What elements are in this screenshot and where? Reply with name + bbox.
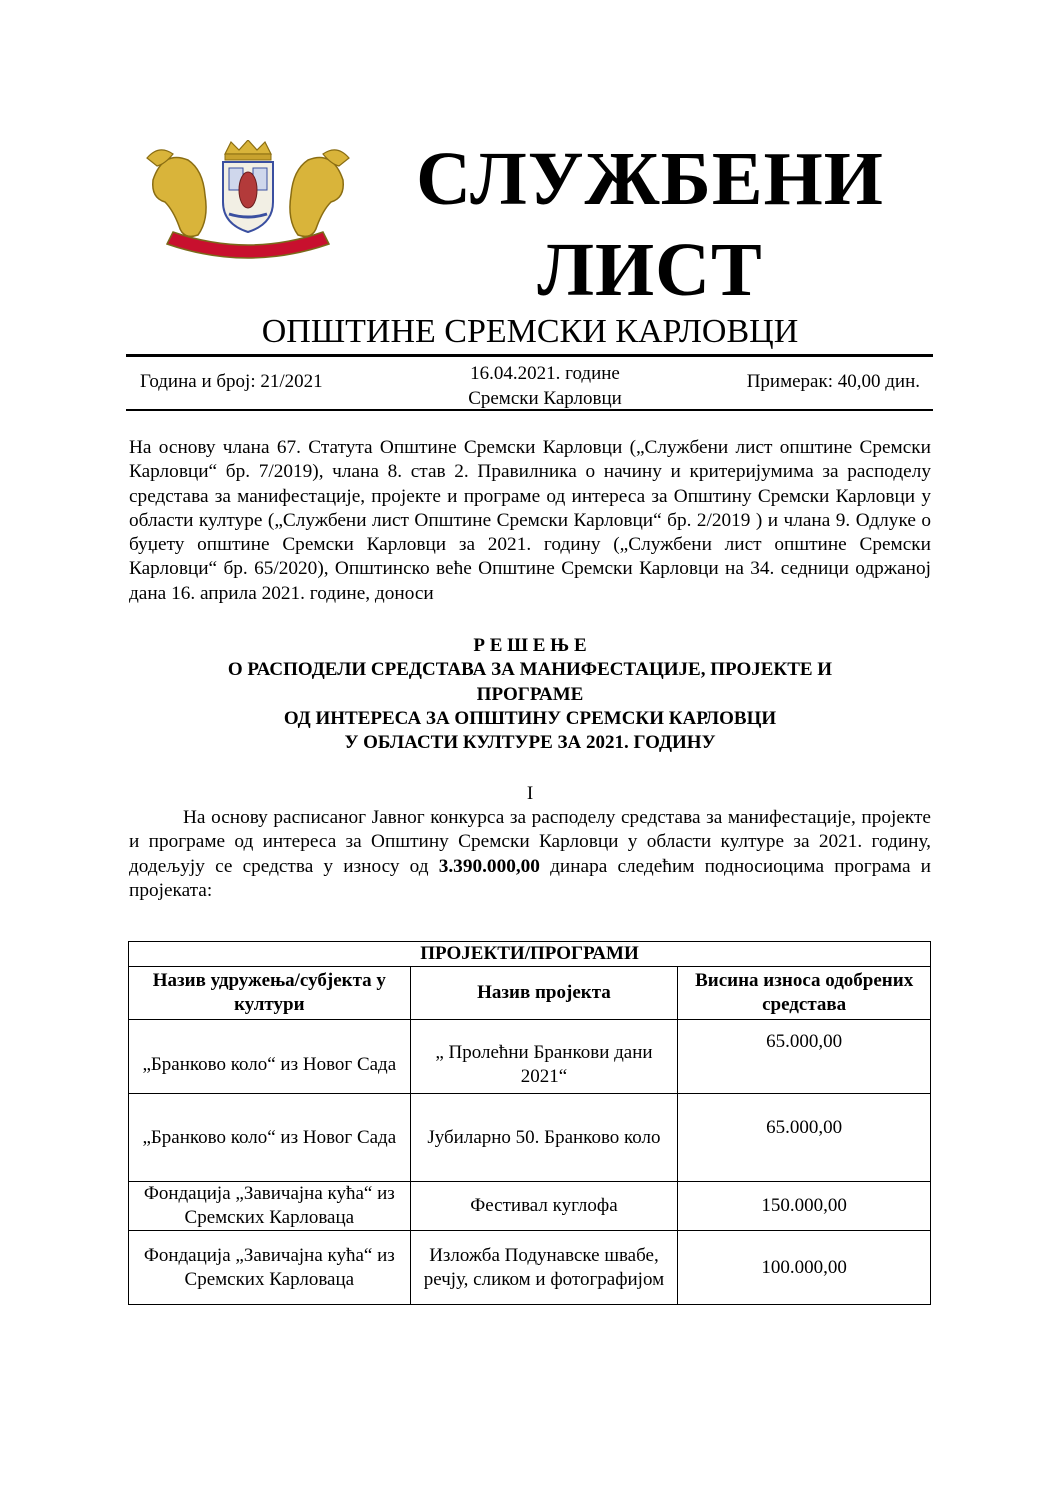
issue-price: Примерак: 40,00 дин. bbox=[746, 371, 920, 392]
issue-date-place bbox=[430, 361, 660, 411]
table-cell: 150.000,00 bbox=[678, 1182, 931, 1231]
grants-table bbox=[128, 941, 931, 1305]
masthead-title-line1: СЛУЖБЕНИ bbox=[416, 137, 884, 221]
column-header: Назив удружења/субјекта у култури bbox=[129, 967, 411, 1020]
table-cell: Фондација „Завичајна кућа“ из Сремских Карловаца bbox=[129, 1182, 411, 1231]
table-cell: 65.000,00 bbox=[678, 1020, 931, 1094]
masthead-top-rule bbox=[126, 354, 933, 357]
table-cell: „ Пролећни Бранкови дани 2021“ bbox=[410, 1020, 678, 1094]
table-caption: ПРОЈЕКТИ/ПРОГРАМИ bbox=[129, 942, 931, 967]
section-text-after: динара следећим подносиоцима програма и пројеката: bbox=[129, 855, 931, 901]
table-cell: Фестивал куглофа bbox=[410, 1182, 678, 1231]
decision-subtitle-line3: ОД ИНТЕРЕСА ЗА ОПШТИНУ СРЕМСКИ КАРЛОВЦИ bbox=[283, 707, 777, 729]
table-cell: „Бранково коло“ из Новог Сада bbox=[129, 1094, 411, 1182]
decision-heading bbox=[129, 634, 931, 755]
preamble-paragraph: На основу члана 67. Статута Општине Сремски Карловци („Службени лист општине Сремски Карловци“ бр. 7/2019), члана 8. став 2. Правилника о начину и критеријумима за расподелу средстава за манифестације, пројекте и програме од интереса за Општину Сремски Карловци у области културе („Службени лист Општине Сремски Карловци“ бр. 2/2019 ) и члана 9. Одлуке о буџету општине Сремски Карловци за 2021. годину („Службени лист општине Сремски Карловци“ бр. 65/2020), Општинско веће Општине Сремски Карловци на 34. седници одржаној дана 16. априла 2021. године, доноси bbox=[129, 437, 931, 604]
column-header: Назив пројекта bbox=[410, 967, 678, 1020]
table-cell: Изложба Подунавске швабе, речју, сликом и фотографијом bbox=[410, 1231, 678, 1305]
table-row bbox=[129, 1231, 931, 1305]
table-cell: 65.000,00 bbox=[678, 1094, 931, 1182]
section-number: I bbox=[526, 783, 534, 804]
decision-subtitle-line4: У ОБЛАСТИ КУЛТУРЕ ЗА 2021. ГОДИНУ bbox=[344, 732, 716, 754]
masthead-subtitle: ОПШТИНЕ СРЕМСКИ КАРЛОВЦИ bbox=[261, 313, 799, 350]
section-paragraph bbox=[129, 806, 931, 903]
total-amount: 3.390.000,00 bbox=[438, 855, 540, 877]
issue-place: Сремски Карловци bbox=[468, 388, 622, 409]
decision-subtitle-line2: ПРОГРАМЕ bbox=[476, 683, 584, 705]
table-cell: Фондација „Завичајна кућа“ из Сремских Карловаца bbox=[129, 1231, 411, 1305]
decision-subtitle-line1: О РАСПОДЕЛИ СРЕДСТАВА ЗА МАНИФЕСТАЦИЈЕ, ПРОЈЕКТЕ И bbox=[227, 659, 833, 681]
issue-number: Година и број: 21/2021 bbox=[140, 371, 323, 392]
table-row bbox=[129, 1182, 931, 1231]
masthead-bottom-rule bbox=[126, 409, 933, 411]
table-row bbox=[129, 1020, 931, 1094]
issue-date: 16.04.2021. године bbox=[470, 363, 620, 384]
coat-of-arms-icon bbox=[143, 140, 353, 266]
section-text-before: На основу расписаног Јавног конкурса за расподелу средстава за манифестације, пројекте и програме од интереса за Општину Сремски Карловци у области културе за 2021. годину, додељују се средства у износу од bbox=[129, 807, 931, 877]
table-cell: Јубиларно 50. Бранково коло bbox=[410, 1094, 678, 1182]
column-header: Висина износа одобрених средстава bbox=[678, 967, 931, 1020]
masthead-title-line2: ЛИСТ bbox=[537, 228, 763, 312]
decision-title: Р Е Ш Е Њ Е bbox=[473, 635, 587, 656]
table-cell: 100.000,00 bbox=[678, 1231, 931, 1305]
table-cell: „Бранково коло“ из Новог Сада bbox=[129, 1020, 411, 1094]
table-row bbox=[129, 1094, 931, 1182]
